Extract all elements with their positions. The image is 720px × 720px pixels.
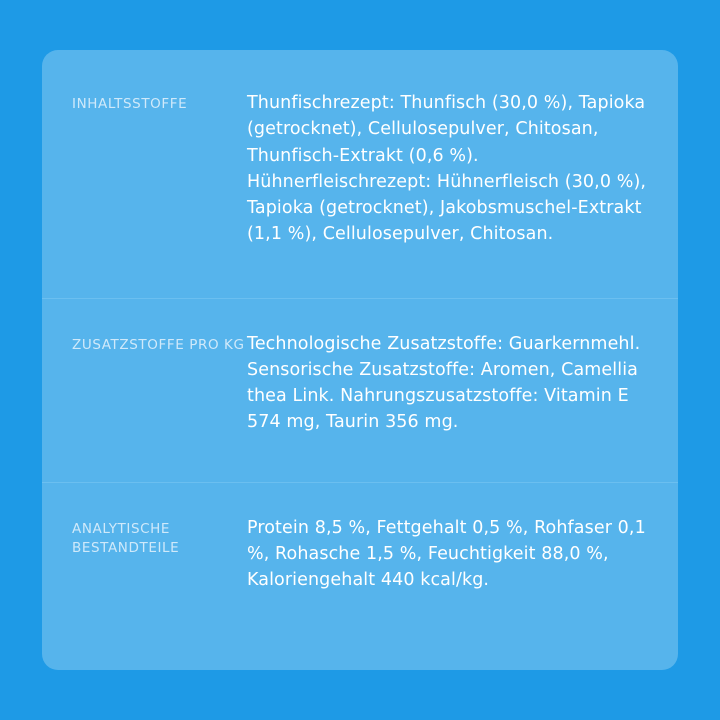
product-info-panel [42,50,678,670]
row-value-additives: Technologische Zusatzstoffe: Guarkernmehl. Sensorische Zusatzstoffe: Aromen, Camellia thea Link. Nahrungszusatzstoffe: Vitamin E 574 mg, Taurin 356 mg. [247,333,641,433]
row-value-analytical: Protein 8,5 %, Fettgehalt 0,5 %, Rohfaser 0,1 %, Rohasche 1,5 %, Feuchtigkeit 88,0 %, Kaloriengehalt 440 kcal/kg. [247,517,646,590]
table-row [42,50,678,298]
row-label-additives: ZUSATZSTOFFE PRO KG [72,336,245,353]
table-row [42,298,678,482]
row-label-analytical: ANALYTISCHE BESTANDTEILE [72,520,180,557]
row-label-ingredients: INHALTSSTOFFE [72,96,188,112]
table-row [42,482,678,634]
row-value-ingredients: Thunfischrezept: Thunfisch (30,0 %), Tapioka (getrocknet), Cellulosepulver, Chitosan, Thunfisch-Extrakt (0,6 %). Hühnerfleischrezept: Hühnerfleisch (30,0 %), Tapioka (getrocknet), Jakobsmuschel-Extrakt (1,1 %), Cellulosepulver, Chitosan. [247,93,647,245]
